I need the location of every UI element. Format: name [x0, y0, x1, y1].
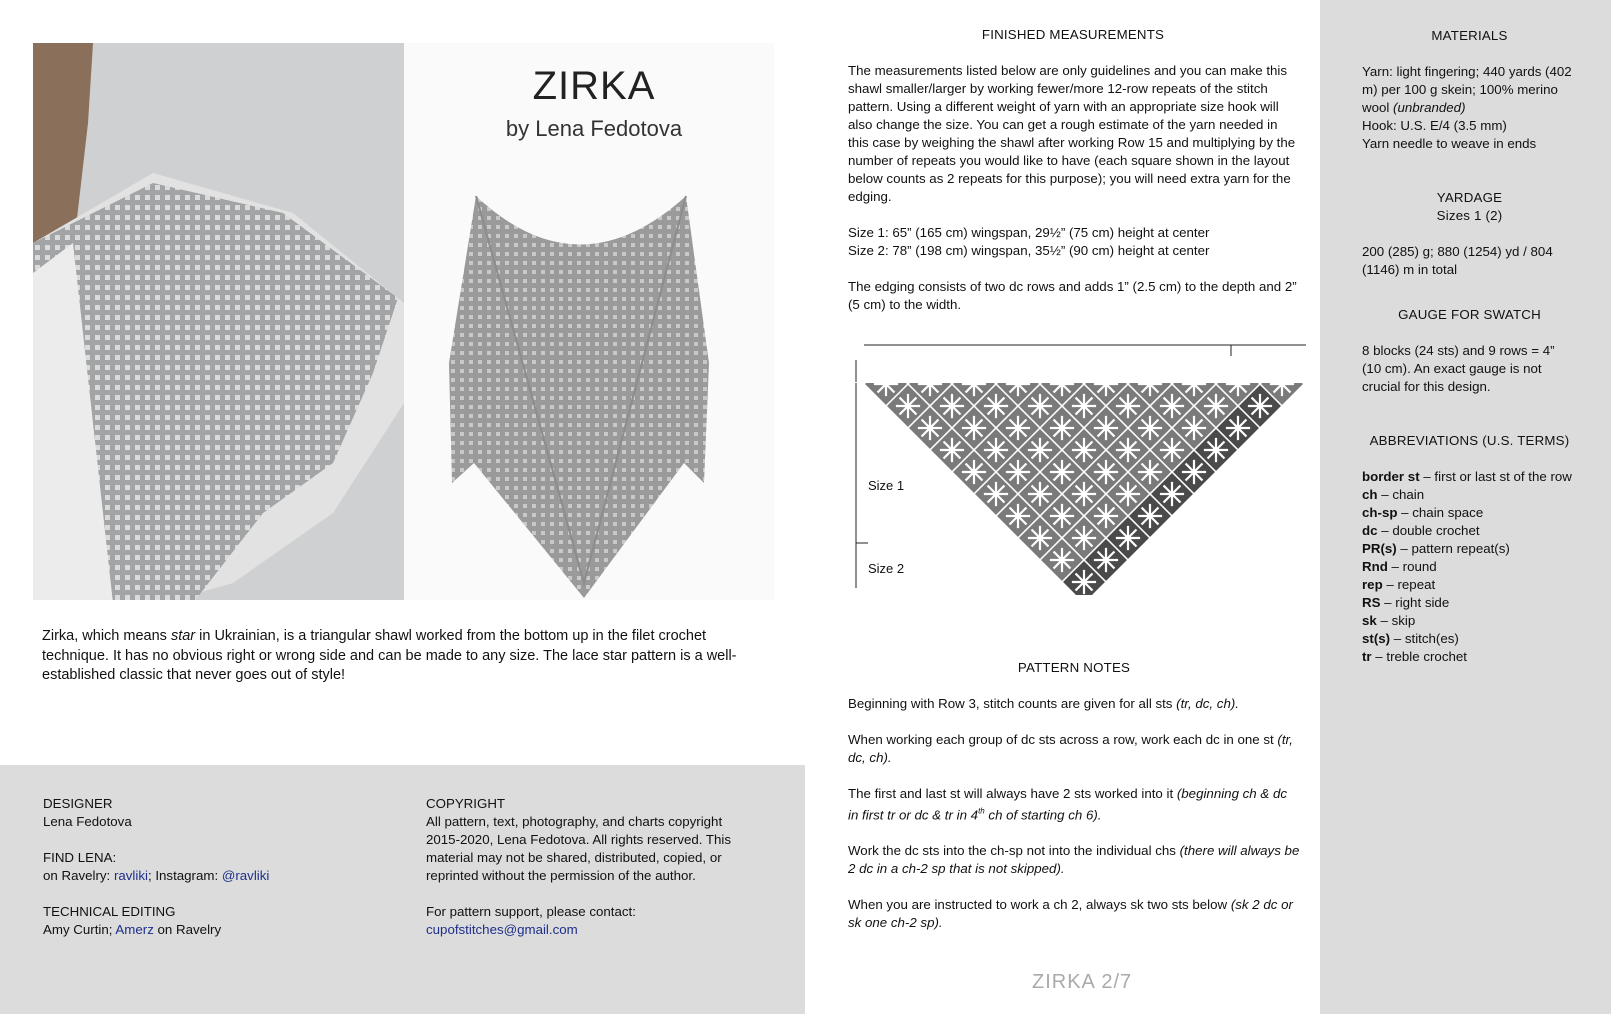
abbreviation-item: [1362, 576, 1577, 594]
notes-heading: PATTERN NOTES: [1017, 660, 1131, 675]
abbreviation-item: [1362, 522, 1577, 540]
star-motif-icon: [1006, 504, 1030, 528]
star-motif-icon: [1050, 504, 1074, 528]
pattern-title: ZIRKA: [532, 64, 656, 108]
abbreviation-item: [1362, 558, 1577, 576]
abbreviation-term: st(s): [1362, 631, 1391, 646]
gauge-heading: GAUGE FOR SWATCH: [1398, 307, 1541, 322]
star-motif-icon: [984, 394, 1008, 418]
materials-heading: MATERIALS: [1431, 28, 1508, 43]
tech-pre: Amy Curtin;: [43, 922, 116, 937]
star-motif-icon: [1116, 438, 1140, 462]
abbreviations-heading: ABBREVIATIONS (U.S. TERMS): [1369, 433, 1570, 448]
diagram-size2-side: Size 2: [868, 561, 905, 576]
ravelry-link[interactable]: ravliki: [113, 868, 148, 883]
star-motif-icon: [1050, 416, 1074, 440]
yarn-text: [1362, 63, 1577, 117]
note-2-em: (tr, dc, ch).: [848, 732, 1293, 765]
star-motif-icon: [1182, 416, 1206, 440]
abbreviation-term: PR(s): [1362, 541, 1397, 556]
note-3-em: (beginning ch & dc in first tr or dc & tr in 4: [848, 786, 1288, 823]
measurements-body: The measurements listed below are only guidelines and you can make this shawl smaller/larger by working fewer/more 12-row repeats of the stitch pattern. Using a different weight of yarn with an appropriate size hook will also change the size. You can get a rough estimate of the yarn needed in this case by weighing the shawl after working Row 15 and multiplying by the number of repeats you would like to have (each square shown in the layout below counts as 2 repeats for this purpose); you will need extra yarn for the edging.: [848, 63, 1296, 204]
abbreviation-item: [1362, 594, 1577, 612]
star-motif-icon: [1006, 416, 1030, 440]
note-3-sup: th: [978, 807, 985, 816]
star-motif-icon: [1182, 460, 1206, 484]
star-motif-icon: [940, 438, 964, 462]
star-motif-icon: [1138, 460, 1162, 484]
yardage-text: 200 (285) g; 880 (1254) yd / 804 (1146) m in total: [1362, 244, 1553, 277]
abbreviation-definition: – first or last st of the row: [1419, 469, 1572, 484]
designer-byline: by Lena Fedotova: [505, 116, 683, 141]
yarn-em: (unbranded): [1393, 100, 1466, 115]
abbreviation-term: rep: [1362, 577, 1383, 592]
hook-text: Hook: U.S. E/4 (3.5 mm): [1362, 118, 1507, 133]
star-motif-icon: [962, 416, 986, 440]
note-3: [848, 785, 1300, 824]
star-motif-icon: [1072, 394, 1096, 418]
find-pre: on Ravelry:: [43, 868, 114, 883]
diagram-cells: [848, 320, 1308, 595]
notes-section: [848, 659, 1300, 932]
abbreviation-item: [1362, 630, 1577, 648]
note-2: [848, 731, 1300, 767]
star-motif-icon: [1116, 526, 1140, 550]
tech-post: on Ravelry: [153, 922, 222, 937]
star-motif-icon: [1094, 416, 1118, 440]
intro-paragraph: [42, 627, 752, 686]
star-motif-icon: [1050, 548, 1074, 572]
abbreviation-definition: – round: [1387, 559, 1437, 574]
star-motif-icon: [1094, 548, 1118, 572]
abbreviation-item: [1362, 612, 1577, 630]
intro-post: in Ukrainian, is a triangular shawl worked from the bottom up in the filet crochet technique. It has no obvious right or wrong side and can be made to any size. The lace star pattern is a well-established classic that never goes out of style!: [42, 628, 737, 683]
layout-diagram: [848, 320, 1308, 595]
sidebar-content: [1362, 27, 1577, 666]
size2-text: Size 2: 78” (198 cm) wingspan, 35½” (90 cm) height at center: [848, 243, 1210, 258]
size1-text: Size 1: 65” (165 cm) wingspan, 29½” (75 cm) height at center: [848, 225, 1210, 240]
needle-text: Yarn needle to weave in ends: [1362, 136, 1537, 151]
star-motif-icon: [1028, 482, 1052, 506]
star-motif-icon: [1160, 482, 1184, 506]
star-motif-icon: [1050, 460, 1074, 484]
star-motif-icon: [1072, 570, 1096, 594]
email-link[interactable]: cupofstitches@gmail.com: [426, 922, 578, 937]
measurements-section: [848, 26, 1298, 314]
support-text: For pattern support, please contact:: [426, 904, 636, 919]
abbreviation-term: Rnd: [1362, 559, 1388, 574]
intro-pre: Zirka, which means: [42, 628, 171, 644]
star-motif-icon: [1072, 438, 1096, 462]
star-motif-icon: [1160, 394, 1184, 418]
star-motif-icon: [1160, 438, 1184, 462]
abbreviation-term: tr: [1362, 649, 1372, 664]
star-motif-icon: [940, 394, 964, 418]
page-footer: ZIRKA 2/7: [1032, 971, 1133, 993]
note-2-text: When working each group of dc sts across a row, work each dc in one st: [848, 732, 1278, 747]
find-line: [43, 867, 383, 885]
find-mid: ; Instagram:: [147, 868, 222, 883]
star-motif-icon: [1072, 526, 1096, 550]
abbreviation-definition: – pattern repeat(s): [1396, 541, 1510, 556]
star-motif-icon: [1094, 460, 1118, 484]
abbreviation-definition: – stitch(es): [1390, 631, 1459, 646]
star-motif-icon: [1094, 504, 1118, 528]
gauge-text: 8 blocks (24 sts) and 9 rows = 4” (10 cm). An exact gauge is not crucial for this design.: [1362, 343, 1555, 394]
star-motif-icon: [1028, 438, 1052, 462]
find-heading: FIND LENA:: [43, 850, 117, 865]
abbreviation-item: [1362, 648, 1577, 666]
abbreviation-term: RS: [1362, 595, 1381, 610]
yardage-sub: Sizes 1 (2): [1436, 208, 1503, 223]
abbreviation-item: [1362, 486, 1577, 504]
abbreviation-definition: – chain space: [1397, 505, 1484, 520]
diagram-size1-side: Size 1: [868, 478, 905, 493]
measurements-heading: FINISHED MEASUREMENTS: [981, 27, 1165, 42]
abbreviation-term: sk: [1362, 613, 1377, 628]
note-3-em2: ch of starting ch 6).: [984, 807, 1102, 823]
diagram-graphic: [848, 320, 1308, 595]
star-motif-icon: [962, 460, 986, 484]
note-3-text: The first and last st will always have 2 sts worked into it: [848, 786, 1177, 801]
abbreviation-term: ch: [1362, 487, 1378, 502]
edging-text: The edging consists of two dc rows and adds 1” (2.5 cm) to the depth and 2” (5 cm) to the width.: [848, 279, 1297, 312]
abbreviation-item: [1362, 504, 1577, 522]
diagram-top-mask: [848, 320, 1308, 383]
abbreviation-term: dc: [1362, 523, 1378, 538]
abbreviation-definition: – skip: [1376, 613, 1416, 628]
star-motif-icon: [1028, 394, 1052, 418]
star-motif-icon: [1028, 526, 1052, 550]
note-1: [848, 695, 1300, 713]
tech-line: [43, 921, 383, 939]
copyright-text: All pattern, text, photography, and charts copyright 2015-2020, Lena Fedotova. All rights reserved. This material may not be shared, distributed, copied, or reprinted without the permission of the author.: [426, 814, 732, 883]
star-motif-icon: [1248, 394, 1272, 418]
instagram-link[interactable]: @ravliki: [221, 868, 270, 883]
star-motif-icon: [1226, 416, 1250, 440]
abbreviation-definition: – double crochet: [1377, 523, 1480, 538]
designer-heading: DESIGNER: [43, 796, 113, 811]
credits-left: [43, 795, 383, 939]
yardage-heading: YARDAGE: [1436, 190, 1503, 205]
star-motif-icon: [918, 416, 942, 440]
designer-name: Lena Fedotova: [43, 814, 132, 829]
note-4: [848, 842, 1300, 878]
credits-right: [426, 795, 746, 939]
model-photo-art: [33, 43, 404, 600]
star-motif-icon: [1138, 504, 1162, 528]
note-4-text: Work the dc sts into the ch-sp not into the individual chs: [848, 843, 1180, 859]
note-5-em: (sk 2 dc or sk one ch-2 sp).: [848, 897, 1293, 931]
intro-em: star: [170, 628, 196, 644]
star-motif-icon: [1138, 416, 1162, 440]
abbreviation-item: [1362, 468, 1577, 486]
abbreviation-definition: – right side: [1380, 595, 1450, 610]
abbreviations-list: [1362, 468, 1577, 666]
star-motif-icon: [896, 394, 920, 418]
star-motif-icon: [1204, 394, 1228, 418]
yarn-pre: Yarn: light fingering; 440 yards (402 m) per 100 g skein; 100% merino wool: [1362, 64, 1572, 115]
star-motif-icon: [1072, 482, 1096, 506]
star-motif-icon: [984, 482, 1008, 506]
amerz-link[interactable]: Amerz: [115, 922, 154, 937]
model-photo: [33, 43, 404, 600]
abbreviation-definition: – chain: [1377, 487, 1425, 502]
copyright-heading: COPYRIGHT: [426, 796, 506, 811]
star-motif-icon: [984, 438, 1008, 462]
abbreviation-definition: – repeat: [1382, 577, 1436, 592]
note-5: [848, 896, 1300, 932]
star-motif-icon: [1006, 460, 1030, 484]
star-motif-icon: [1204, 438, 1228, 462]
note-4-em: (there will always be 2 dc in a ch-2 sp that is not skipped).: [848, 843, 1300, 877]
star-motif-icon: [1116, 482, 1140, 506]
tech-heading: TECHNICAL EDITING: [43, 904, 176, 919]
abbreviation-term: border st: [1362, 469, 1420, 484]
note-1-text: Beginning with Row 3, stitch counts are given for all sts: [848, 696, 1177, 711]
abbreviation-item: [1362, 540, 1577, 558]
note-1-em: (tr, dc, ch).: [1176, 696, 1239, 711]
abbreviation-definition: – treble crochet: [1371, 649, 1467, 664]
note-5-text: When you are instructed to work a ch 2, always sk two sts below: [848, 897, 1231, 913]
star-motif-icon: [1116, 394, 1140, 418]
abbreviation-term: ch-sp: [1362, 505, 1398, 520]
